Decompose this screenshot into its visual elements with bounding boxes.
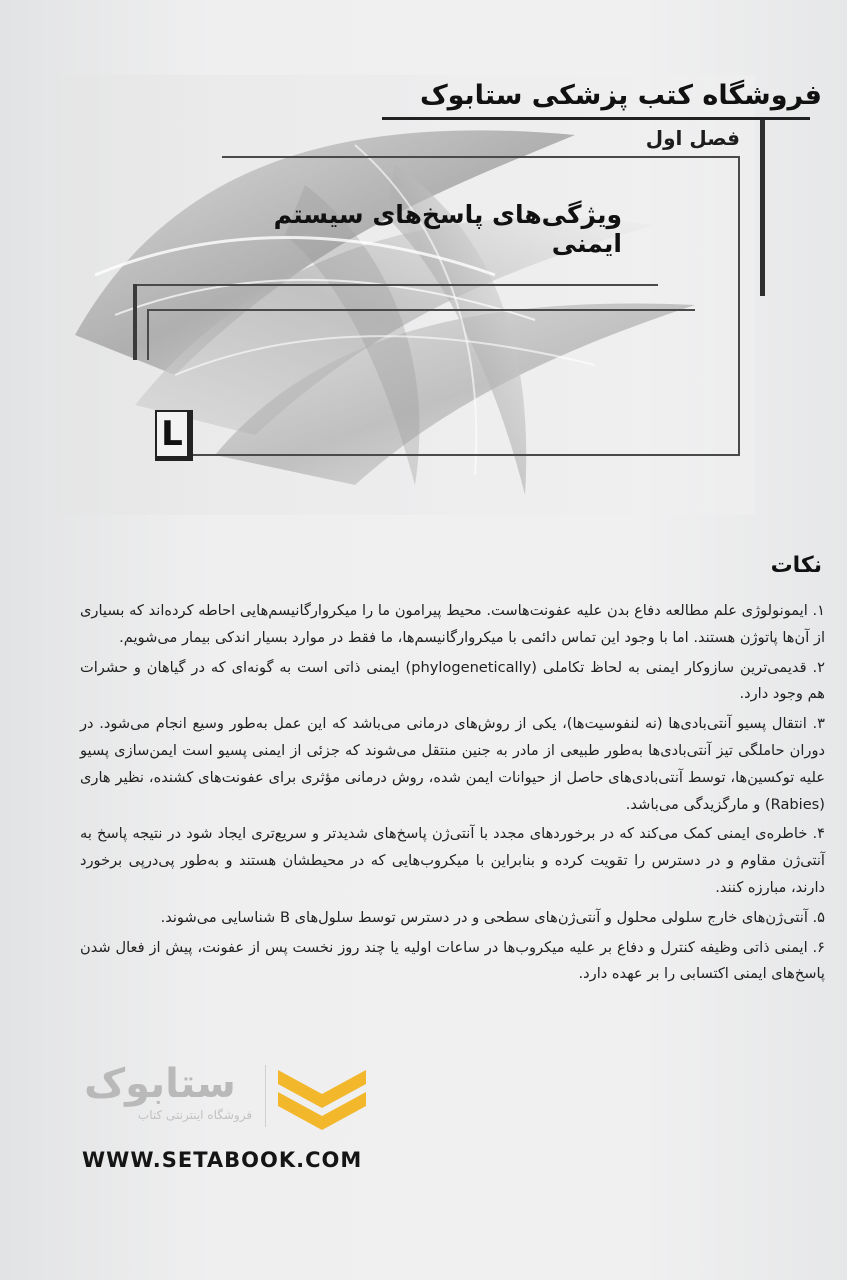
- note-text: ایمونولوژی علم مطالعه دفاع بدن علیه عفونت‌هاست. محیط پیرامون ما را میکروارگانیسم‌هایی احاطه کرده‌اند که بسیاری از آن‌ها پاتوژن هستند. اما با وجود این تماس دائمی با میکروارگانیسم‌ها، ما فقط در موارد بسیار اندکی بیمار می‌شویم.: [80, 602, 825, 646]
- chapter-label: فصل اول: [645, 126, 740, 150]
- note-number: ۱.: [812, 602, 826, 619]
- frame-line-right-outer: [760, 120, 765, 296]
- store-title-underline: [382, 117, 810, 120]
- note-item: [80, 711, 825, 818]
- website-url: WWW.SETABOOK.COM: [82, 1148, 363, 1172]
- frame-line-bottom: [155, 454, 740, 456]
- frame-line-mid-1: [133, 284, 658, 286]
- note-number: ۶.: [812, 938, 826, 956]
- note-text: آنتی‌ژن‌های خارج سلولی محلول و آنتی‌ژن‌های سطحی و در دسترس توسط سلول‌های B شناسایی می‌شوند.: [160, 908, 808, 926]
- frame-line-left: [133, 284, 137, 360]
- logo-tagline: فروشگاه اینترنتی کتاب: [137, 1108, 253, 1122]
- note-text: ایمنی ذاتی وظیفه کنترل و دفاع بر علیه میکروب‌ها در ساعات اولیه یا چند روز نخست پس از عفونت، پیش از فعال شدن پاسخ‌های ایمنی اکتسابی را بر عهده دارد.: [80, 938, 825, 983]
- note-item: [80, 935, 825, 989]
- frame-line-mid-2: [147, 309, 695, 311]
- logo-wordmark: ستابوک: [84, 1061, 236, 1107]
- frame-line-top: [222, 156, 740, 158]
- chapter-title: ویژگی‌های پاسخ‌های سیستم ایمنی: [273, 200, 622, 258]
- note-number: ۵.: [812, 908, 825, 926]
- note-text: قدیمی‌ترین سازوکار ایمنی به لحاظ تکاملی (phylogenetically) ایمنی ذاتی است به گونه‌ای که در گیاهان و حشرات هم وجود دارد.: [80, 658, 825, 703]
- frame-line-left-inner: [147, 309, 149, 360]
- note-item: [80, 821, 825, 901]
- note-item: [80, 598, 825, 652]
- book-emblem-icon: [274, 1060, 370, 1140]
- notes-list: [80, 598, 825, 991]
- note-item: [80, 905, 825, 932]
- frame-line-right-inner: [738, 156, 740, 456]
- note-number: ۳.: [812, 715, 825, 733]
- logo-divider: [265, 1065, 266, 1127]
- note-text: خاطره‌ی ایمنی کمک می‌کند که در برخوردهای مجدد با آنتی‌ژن پاسخ‌های شدیدتر و سریع‌تری ایجاد شود در نتیجه پاسخ به آنتی‌ژن مقاوم و در دسترس را تقویت کرده و بنابراین با میکروب‌هایی که در محیطشان هستند و به‌طور پی‌درپی برخورد دارند، مبارزه کنند.: [80, 825, 825, 896]
- note-number: ۴.: [812, 825, 826, 843]
- store-title: فروشگاه کتب پزشکی ستابوک: [419, 80, 822, 111]
- chapter-letter-box: L: [155, 410, 193, 461]
- section-heading: نکات: [770, 553, 822, 578]
- note-text: انتقال پسیو آنتی‌بادی‌ها (نه لنفوسیت‌ها)، یکی از روش‌های درمانی می‌باشد که این عمل به‌طور وسیع انجام می‌شود. در دوران حاملگی تیز آنتی‌بادی‌ها به‌طور طبیعی از مادر به جنین منتقل می‌شوند که جزئی از ایمنی پسیو است ایمن‌سازی پسیو علیه توکسین‌ها، توسط آنتی‌بادی‌های حاصل از حیوانات ایمن شده، روش درمانی مؤثری برای عفونت‌های کشنده، نظیر هاری (Rabies) و مارگزیدگی می‌باشد.: [80, 715, 825, 813]
- note-number: ۲.: [812, 658, 825, 676]
- note-item: [80, 655, 825, 709]
